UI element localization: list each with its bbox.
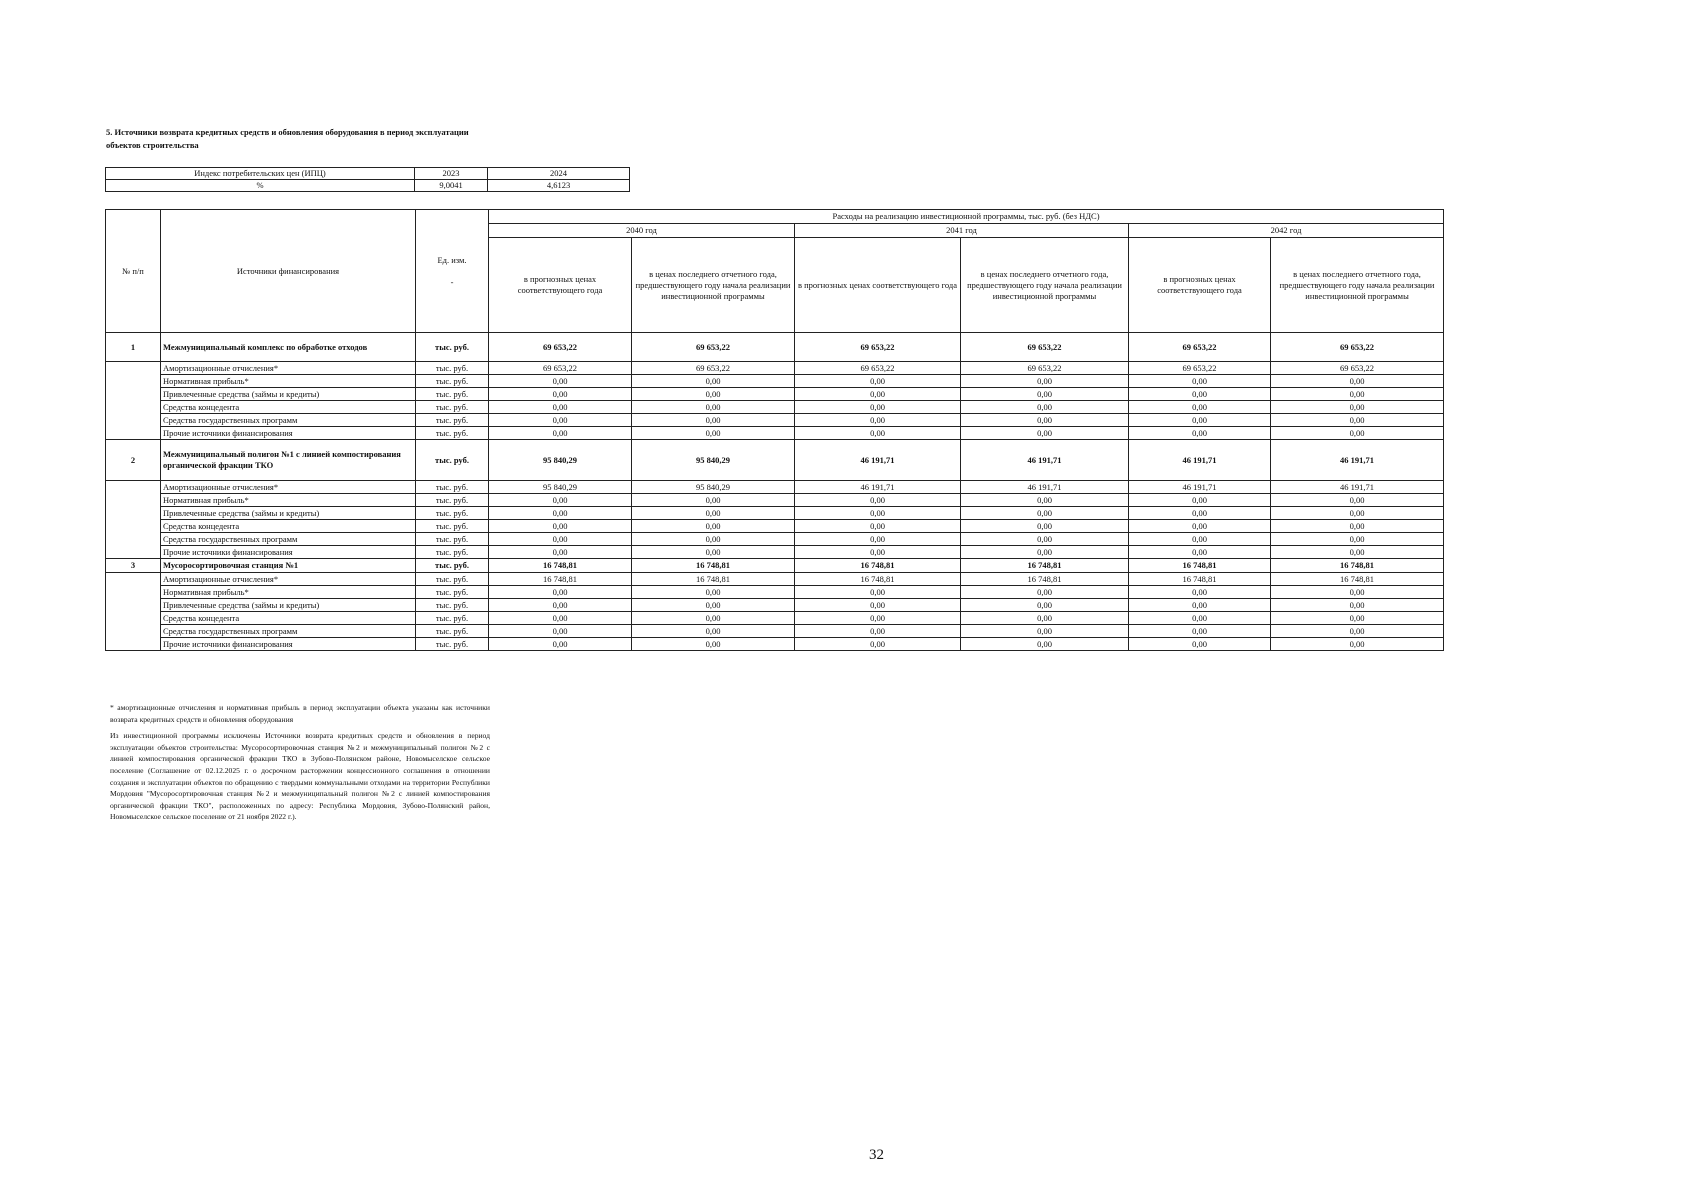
row-value: 0,00 [489,427,632,440]
row-value: 0,00 [632,612,795,625]
row-value: 0,00 [795,427,961,440]
row-value: 0,00 [1129,599,1271,612]
row-value: 0,00 [795,599,961,612]
row-value: 0,00 [1129,546,1271,559]
section-num: 2 [106,440,161,481]
section-row [106,333,1444,362]
row-value: 0,00 [1129,612,1271,625]
row-unit: тыс. руб. [416,533,489,546]
table-row [106,612,1444,625]
row-value: 0,00 [489,494,632,507]
source-name: Прочие источники финансирования [161,546,416,559]
header-source: Источники финансирования [161,210,416,333]
section-unit: тыс. руб. [416,333,489,362]
row-value: 16 748,81 [795,573,961,586]
row-value: 0,00 [632,388,795,401]
source-name: Средства государственных программ [161,533,416,546]
row-value: 0,00 [489,414,632,427]
row-value: 0,00 [961,599,1129,612]
row-value: 0,00 [1129,388,1271,401]
source-name: Амортизационные отчисления* [161,481,416,494]
row-value: 0,00 [1129,401,1271,414]
table-row [106,494,1444,507]
table-row [106,481,1444,494]
row-value: 0,00 [1271,520,1444,533]
row-value: 0,00 [489,533,632,546]
row-value: 0,00 [795,546,961,559]
row-value: 0,00 [632,638,795,651]
row-value: 0,00 [1129,533,1271,546]
row-unit: тыс. руб. [416,625,489,638]
row-unit: тыс. руб. [416,586,489,599]
section-value: 16 748,81 [1271,559,1444,573]
row-value: 69 653,22 [489,362,632,375]
row-value: 0,00 [1271,388,1444,401]
section-num-spacer [106,573,161,651]
row-value: 0,00 [489,507,632,520]
row-value: 0,00 [961,546,1129,559]
section-value: 16 748,81 [961,559,1129,573]
row-value: 0,00 [632,427,795,440]
section-value: 16 748,81 [795,559,961,573]
row-value: 0,00 [1129,375,1271,388]
section-value: 69 653,22 [1271,333,1444,362]
row-unit: тыс. руб. [416,520,489,533]
section-value: 46 191,71 [1129,440,1271,481]
header-expenses: Расходы на реализацию инвестиционной программы, тыс. руб. (без НДС) [489,210,1444,224]
row-value: 0,00 [1271,533,1444,546]
row-unit: тыс. руб. [416,375,489,388]
section-value: 46 191,71 [1271,440,1444,481]
row-value: 0,00 [1271,638,1444,651]
section-value: 46 191,71 [961,440,1129,481]
row-value: 0,00 [489,612,632,625]
section-unit: тыс. руб. [416,440,489,481]
footnote-asterisk: * амортизационные отчисления и нормативная прибыль в период эксплуатации объекта указаны как источники возврата кредитных средств и обновления оборудования [110,703,490,724]
financing-table [105,209,1444,651]
row-value: 0,00 [961,612,1129,625]
section-value: 46 191,71 [795,440,961,481]
section-num: 1 [106,333,161,362]
row-value: 0,00 [632,520,795,533]
cpi-year: 2023 [415,168,488,180]
row-value: 0,00 [632,533,795,546]
cpi-label: Индекс потребительских цен (ИПЦ) [106,168,415,180]
row-value: 0,00 [632,401,795,414]
header-unit [416,210,489,333]
row-unit: тыс. руб. [416,638,489,651]
header-unit-dash: - [450,276,454,287]
row-value: 0,00 [961,625,1129,638]
section-value: 69 653,22 [1129,333,1271,362]
row-value: 0,00 [1271,414,1444,427]
row-value: 0,00 [1271,375,1444,388]
header-year-2041: 2041 год [795,224,1129,238]
section-value: 69 653,22 [489,333,632,362]
row-value: 46 191,71 [1129,481,1271,494]
row-value: 0,00 [795,533,961,546]
row-value: 0,00 [795,507,961,520]
cpi-value: 9,0041 [415,180,488,192]
cpi-value: 4,6123 [488,180,630,192]
row-unit: тыс. руб. [416,599,489,612]
section-value: 95 840,29 [489,440,632,481]
row-value: 0,00 [1271,494,1444,507]
row-value: 46 191,71 [961,481,1129,494]
source-name: Привлеченные средства (займы и кредиты) [161,599,416,612]
row-value: 0,00 [1271,586,1444,599]
row-unit: тыс. руб. [416,401,489,414]
row-unit: тыс. руб. [416,507,489,520]
row-value: 0,00 [1271,625,1444,638]
row-value: 0,00 [632,375,795,388]
row-value: 46 191,71 [795,481,961,494]
row-value: 0,00 [632,414,795,427]
row-value: 69 653,22 [795,362,961,375]
section-value: 16 748,81 [632,559,795,573]
row-value: 0,00 [795,414,961,427]
cpi-table [105,167,630,192]
row-value: 0,00 [489,638,632,651]
row-value: 95 840,29 [632,481,795,494]
row-value: 0,00 [961,533,1129,546]
row-value: 0,00 [1271,427,1444,440]
row-unit: тыс. руб. [416,414,489,427]
row-value: 0,00 [632,507,795,520]
source-name: Амортизационные отчисления* [161,573,416,586]
header-forecast: в прогнозных ценах соответствующего года [795,238,961,333]
source-name: Амортизационные отчисления* [161,362,416,375]
row-value: 0,00 [1271,546,1444,559]
section-title: 5. Источники возврата кредитных средств и обновления оборудования в период эксплуатации объектов строительства [106,127,469,150]
row-value: 95 840,29 [489,481,632,494]
header-last-price: в ценах последнего отчетного года, предшествующего году начала реализации инвестиционной программы [961,238,1129,333]
table-row [106,388,1444,401]
page-number: 32 [869,1147,884,1163]
row-value: 0,00 [795,494,961,507]
row-value: 0,00 [1271,507,1444,520]
table-row [106,599,1444,612]
row-value: 69 653,22 [961,362,1129,375]
footnotes [110,702,490,828]
section-num-spacer [106,481,161,559]
section-row [106,440,1444,481]
section-value: 69 653,22 [961,333,1129,362]
source-name: Нормативная прибыль* [161,586,416,599]
row-value: 0,00 [1129,494,1271,507]
table-row [106,507,1444,520]
table-row [106,414,1444,427]
row-value: 0,00 [1271,599,1444,612]
table-row [106,520,1444,533]
section-unit: тыс. руб. [416,559,489,573]
row-value: 0,00 [961,414,1129,427]
row-value: 0,00 [961,507,1129,520]
header-year-2040: 2040 год [489,224,795,238]
row-value: 0,00 [1129,625,1271,638]
section-name: Мусоросортировочная станция №1 [161,559,416,573]
section-value: 16 748,81 [1129,559,1271,573]
header-unit-label: Ед. изм. [437,254,467,265]
row-value: 0,00 [795,638,961,651]
row-value: 0,00 [489,375,632,388]
row-value: 0,00 [961,520,1129,533]
section-num: 3 [106,559,161,573]
row-value: 0,00 [489,388,632,401]
source-name: Средства государственных программ [161,625,416,638]
row-value: 69 653,22 [1129,362,1271,375]
row-value: 0,00 [795,586,961,599]
row-value: 0,00 [961,638,1129,651]
row-value: 46 191,71 [1271,481,1444,494]
row-value: 0,00 [1129,414,1271,427]
table-row [106,375,1444,388]
table-row [106,586,1444,599]
source-name: Привлеченные средства (займы и кредиты) [161,507,416,520]
row-value: 0,00 [795,612,961,625]
table-row [106,362,1444,375]
row-unit: тыс. руб. [416,546,489,559]
section-value: 95 840,29 [632,440,795,481]
row-value: 0,00 [961,586,1129,599]
row-value: 0,00 [1129,520,1271,533]
row-value: 0,00 [961,427,1129,440]
section-row [106,559,1444,573]
section-value: 69 653,22 [632,333,795,362]
table-row [106,533,1444,546]
section-num-spacer [106,362,161,440]
row-unit: тыс. руб. [416,573,489,586]
cpi-unit: % [106,180,415,192]
table-row [106,638,1444,651]
source-name: Прочие источники финансирования [161,427,416,440]
cpi-year: 2024 [488,168,630,180]
table-row [106,546,1444,559]
row-value: 0,00 [1129,638,1271,651]
row-value: 69 653,22 [632,362,795,375]
header-last-price: в ценах последнего отчетного года, предшествующего году начала реализации инвестиционной программы [632,238,795,333]
section-name: Межмуниципальный комплекс по обработке отходов [161,333,416,362]
row-value: 0,00 [489,546,632,559]
row-value: 0,00 [489,586,632,599]
row-value: 0,00 [961,375,1129,388]
section-value: 16 748,81 [489,559,632,573]
source-name: Нормативная прибыль* [161,375,416,388]
source-name: Средства концедента [161,520,416,533]
row-value: 0,00 [632,625,795,638]
row-value: 0,00 [1129,427,1271,440]
row-value: 0,00 [795,520,961,533]
source-name: Средства концедента [161,612,416,625]
table-row [106,625,1444,638]
row-value: 0,00 [795,375,961,388]
source-name: Нормативная прибыль* [161,494,416,507]
header-forecast: в прогнозных ценах соответствующего года [1129,238,1271,333]
source-name: Привлеченные средства (займы и кредиты) [161,388,416,401]
table-row [106,401,1444,414]
row-value: 16 748,81 [961,573,1129,586]
row-value: 16 748,81 [489,573,632,586]
row-unit: тыс. руб. [416,388,489,401]
row-value: 0,00 [489,520,632,533]
row-value: 0,00 [1271,612,1444,625]
row-value: 0,00 [1129,586,1271,599]
header-num: № п/п [106,210,161,333]
row-value: 0,00 [632,494,795,507]
row-value: 0,00 [632,586,795,599]
row-value: 0,00 [632,599,795,612]
row-value: 0,00 [795,388,961,401]
header-forecast: в прогнозных ценах соответствующего года [489,238,632,333]
row-unit: тыс. руб. [416,481,489,494]
row-value: 0,00 [1271,401,1444,414]
table-row [106,427,1444,440]
row-value: 16 748,81 [1129,573,1271,586]
table-row [106,573,1444,586]
row-value: 69 653,22 [1271,362,1444,375]
row-value: 16 748,81 [632,573,795,586]
row-value: 0,00 [489,401,632,414]
row-unit: тыс. руб. [416,612,489,625]
row-value: 0,00 [489,599,632,612]
header-year-2042: 2042 год [1129,224,1444,238]
header-last-price: в ценах последнего отчетного года, предшествующего году начала реализации инвестиционной программы [1271,238,1444,333]
row-unit: тыс. руб. [416,362,489,375]
row-value: 0,00 [489,625,632,638]
row-value: 0,00 [961,401,1129,414]
row-value: 0,00 [632,546,795,559]
section-name: Межмуниципальный полигон №1 с линией компостирования органической фракции ТКО [161,440,416,481]
row-unit: тыс. руб. [416,427,489,440]
row-unit: тыс. руб. [416,494,489,507]
source-name: Средства государственных программ [161,414,416,427]
source-name: Средства концедента [161,401,416,414]
row-value: 0,00 [961,388,1129,401]
row-value: 0,00 [1129,507,1271,520]
row-value: 0,00 [795,401,961,414]
row-value: 16 748,81 [1271,573,1444,586]
footnote-exclusion: Из инвестиционной программы исключены Источники возврата кредитных средств и обновления в период эксплуатации объектов строительства: Мусоросортировочная станция №2 и межмуниципальный полигон №2 с линией компостирования органической фракции ТКО в Зубово-Полянском районе, Новомыселское сельское поселение (Соглашение от 02.12.2025 г. о досрочном расторжении концессионного соглашения в отношении создания и эксплуатации объектов по обращению с твердыми коммунальными отходами на территории Республики Мордовия "Мусоросортировочная станция №2 и межмуниципальный полигон №2 с линией компостирования органической фракции ТКО", расположенных по адресу: Республика Мордовия, Зубово-Полянский район, Новомыселское сельское поселение от 21 ноября 2022 г.). [110,731,490,822]
row-value: 0,00 [795,625,961,638]
source-name: Прочие источники финансирования [161,638,416,651]
row-value: 0,00 [961,494,1129,507]
section-value: 69 653,22 [795,333,961,362]
